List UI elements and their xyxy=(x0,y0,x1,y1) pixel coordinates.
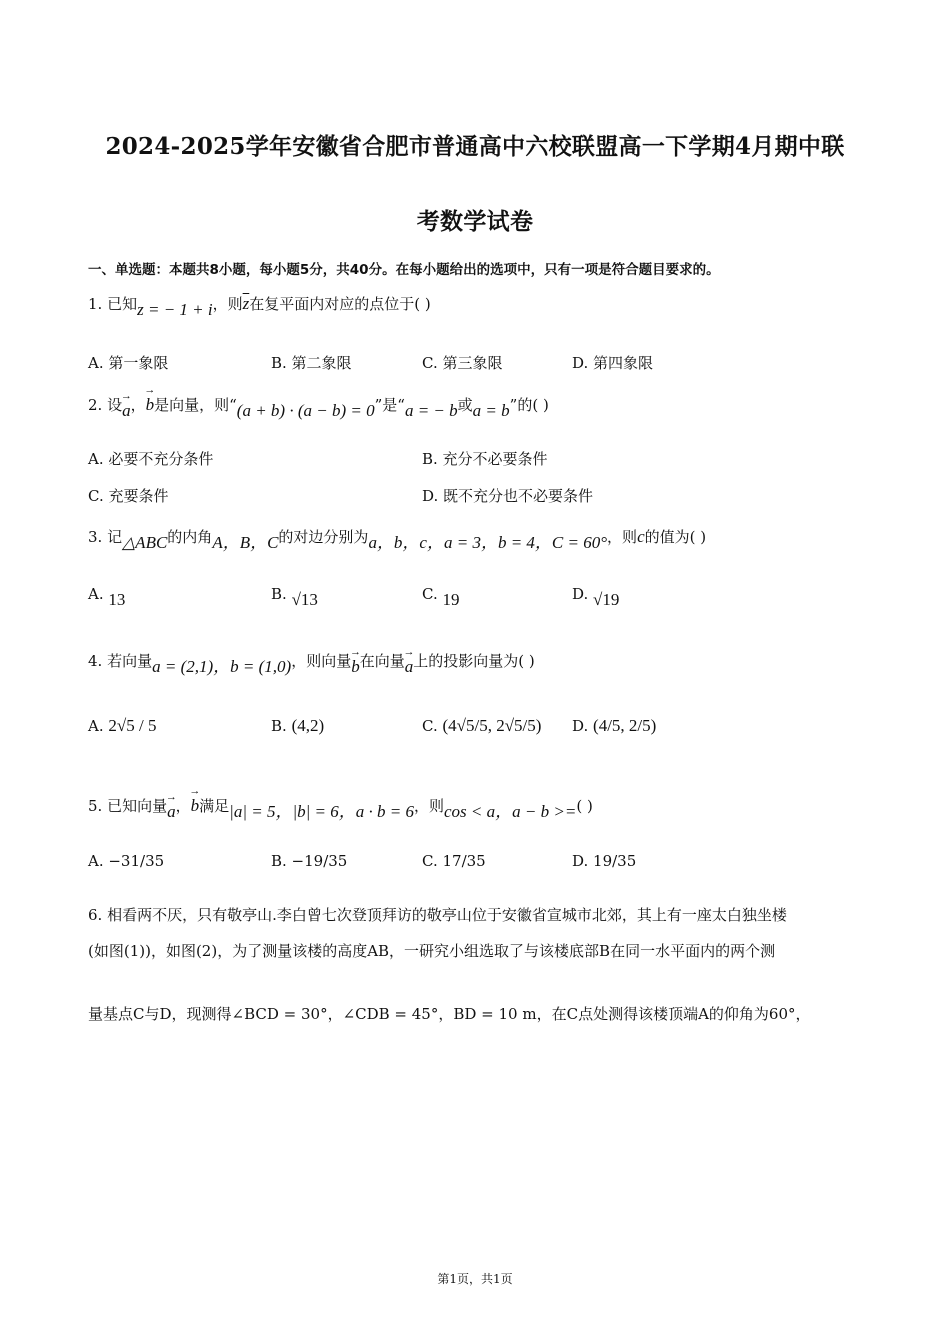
stem-text: 已知向量 xyxy=(107,797,168,815)
question-number: 4. xyxy=(88,652,103,670)
math-expression: b → xyxy=(351,657,360,677)
math-expression: $\overline{z}$ xyxy=(242,294,250,313)
stem-text: 的值为( ) xyxy=(644,528,707,546)
stem-text: 设 xyxy=(107,396,123,414)
option-d: D. 第四象限 xyxy=(572,354,654,372)
section-header: 一、单选题：本题共8小题，每小题5分，共40分。在每小题给出的选项中，只有一项是符合题目要求的。 xyxy=(88,262,720,278)
question-6-line2: (如图(1))，如图(2)，为了测量该楼的高度AB，一研究小组选取了与该楼底部B在同一水平面内的两个测 xyxy=(88,942,776,960)
option-c xyxy=(422,584,460,609)
math-expression: a → xyxy=(167,802,176,822)
option-a: A. 必要不充分条件 xyxy=(88,450,214,468)
option-c: C. 17/35 xyxy=(422,852,486,870)
question-number: 2. xyxy=(88,396,103,414)
math-expression: a = b xyxy=(472,401,510,420)
question-number: 6. xyxy=(88,906,103,924)
stem-text: ， xyxy=(130,396,146,414)
math-expression: b → xyxy=(191,796,200,816)
option-value: (4/5, 2/5) xyxy=(593,716,657,735)
math-expression: △ABC xyxy=(122,533,168,552)
math-expression: b → xyxy=(146,395,155,415)
stem-text: 的对边分别为 xyxy=(278,528,369,546)
math-expression: a，b，c，a = 3，b = 4，C = 60° xyxy=(368,533,608,552)
option-d xyxy=(572,584,620,609)
question-3-stem xyxy=(88,522,707,552)
option-b: B. 充分不必要条件 xyxy=(422,450,548,468)
math-expression: (a + b) · (a − b) = 0 xyxy=(236,401,375,420)
option-value: 2√5 / 5 xyxy=(108,716,157,735)
option-b: B. 第二象限 xyxy=(271,354,352,372)
option-value: (4,2) xyxy=(291,716,325,735)
stem-text: 已知 xyxy=(107,295,138,313)
stem-text: ( ) xyxy=(576,797,593,815)
stem-text: 满足 xyxy=(199,797,230,815)
question-2-stem xyxy=(88,394,549,420)
option-b xyxy=(271,584,318,609)
stem-text: ，则 xyxy=(414,797,445,815)
stem-text: 相看两不厌，只有敬亭山.李白曾七次登顶拜访的敬亭山位于安徽省宣城市北郊，其上有一座太白独坐楼 xyxy=(107,906,787,924)
option-value: 19 xyxy=(442,590,460,609)
option-b xyxy=(271,716,324,736)
option-b: B. −19/35 xyxy=(271,852,348,870)
question-number: 1. xyxy=(88,295,103,313)
stem-text: 是向量，则“ xyxy=(154,396,237,414)
option-value: (4√5/5, 2√5/5) xyxy=(442,716,542,735)
stem-text: 或 xyxy=(457,396,473,414)
option-label: A. xyxy=(88,585,104,603)
option-d: D. 19/35 xyxy=(572,852,637,870)
page-title-line2: 考数学试卷 xyxy=(416,208,534,235)
stem-text: 的内角 xyxy=(167,528,213,546)
option-label: B. xyxy=(271,585,287,603)
option-c: C. 第三象限 xyxy=(422,354,503,372)
option-a xyxy=(88,584,126,609)
stem-text: ， xyxy=(175,797,191,815)
stem-text: ”是“ xyxy=(374,396,405,414)
stem-text: ，则 xyxy=(607,528,638,546)
option-label: D. xyxy=(572,585,589,603)
option-a: A. −31/35 xyxy=(88,852,165,870)
option-label: C. xyxy=(422,717,438,735)
math-expression: z = − 1 + i xyxy=(137,300,213,319)
question-6-stem xyxy=(88,904,868,926)
option-value: 13 xyxy=(108,590,126,609)
math-expression: a → xyxy=(405,657,414,677)
option-label: D. xyxy=(572,717,589,735)
question-1-stem xyxy=(88,293,431,319)
option-c xyxy=(422,716,541,736)
option-label: C. xyxy=(422,585,438,603)
math-expression: cos < a，a − b >= xyxy=(444,802,577,821)
math-expression: A，B，C xyxy=(212,533,279,552)
page-footer: 第1页，共1页 xyxy=(437,1272,513,1286)
stem-text: ，则向量 xyxy=(291,652,352,670)
question-number: 3. xyxy=(88,528,103,546)
option-d: D. 既不充分也不必要条件 xyxy=(422,487,594,505)
option-value: √19 xyxy=(593,590,620,609)
option-label: A. xyxy=(88,717,104,735)
question-6-line3: 量基点C与D，现测得∠BCD = 30°，∠CDB = 45°，BD = 10 m，在C点处测得该楼顶端A的仰角为60°， xyxy=(88,1005,811,1023)
option-value: √13 xyxy=(291,590,318,609)
stem-text: ”的( ) xyxy=(509,396,549,414)
option-c: C. 充要条件 xyxy=(88,487,169,505)
math-expression: c xyxy=(637,527,645,546)
option-a xyxy=(88,716,156,736)
stem-text: 在复平面内对应的点位于( ) xyxy=(249,295,431,313)
stem-text: 记 xyxy=(107,528,123,546)
math-expression: |a| = 5，|b| = 6，a · b = 6 xyxy=(229,802,414,821)
page-title-line1: 2024-2025学年安徽省合肥市普通高中六校联盟高一下学期4月期中联 xyxy=(105,133,845,160)
option-a: A. 第一象限 xyxy=(88,354,169,372)
stem-text: ，则 xyxy=(212,295,243,313)
option-d xyxy=(572,716,656,736)
stem-text: 上的投影向量为( ) xyxy=(413,652,535,670)
question-5-stem xyxy=(88,791,593,821)
question-4-stem xyxy=(88,646,535,676)
stem-text: 在向量 xyxy=(359,652,405,670)
math-expression: a = (2,1)，b = (1,0) xyxy=(152,657,292,676)
option-label: B. xyxy=(271,717,287,735)
stem-text: 若向量 xyxy=(107,652,153,670)
math-expression: a = − b xyxy=(404,401,458,420)
question-number: 5. xyxy=(88,797,103,815)
math-expression: a → xyxy=(122,401,131,421)
